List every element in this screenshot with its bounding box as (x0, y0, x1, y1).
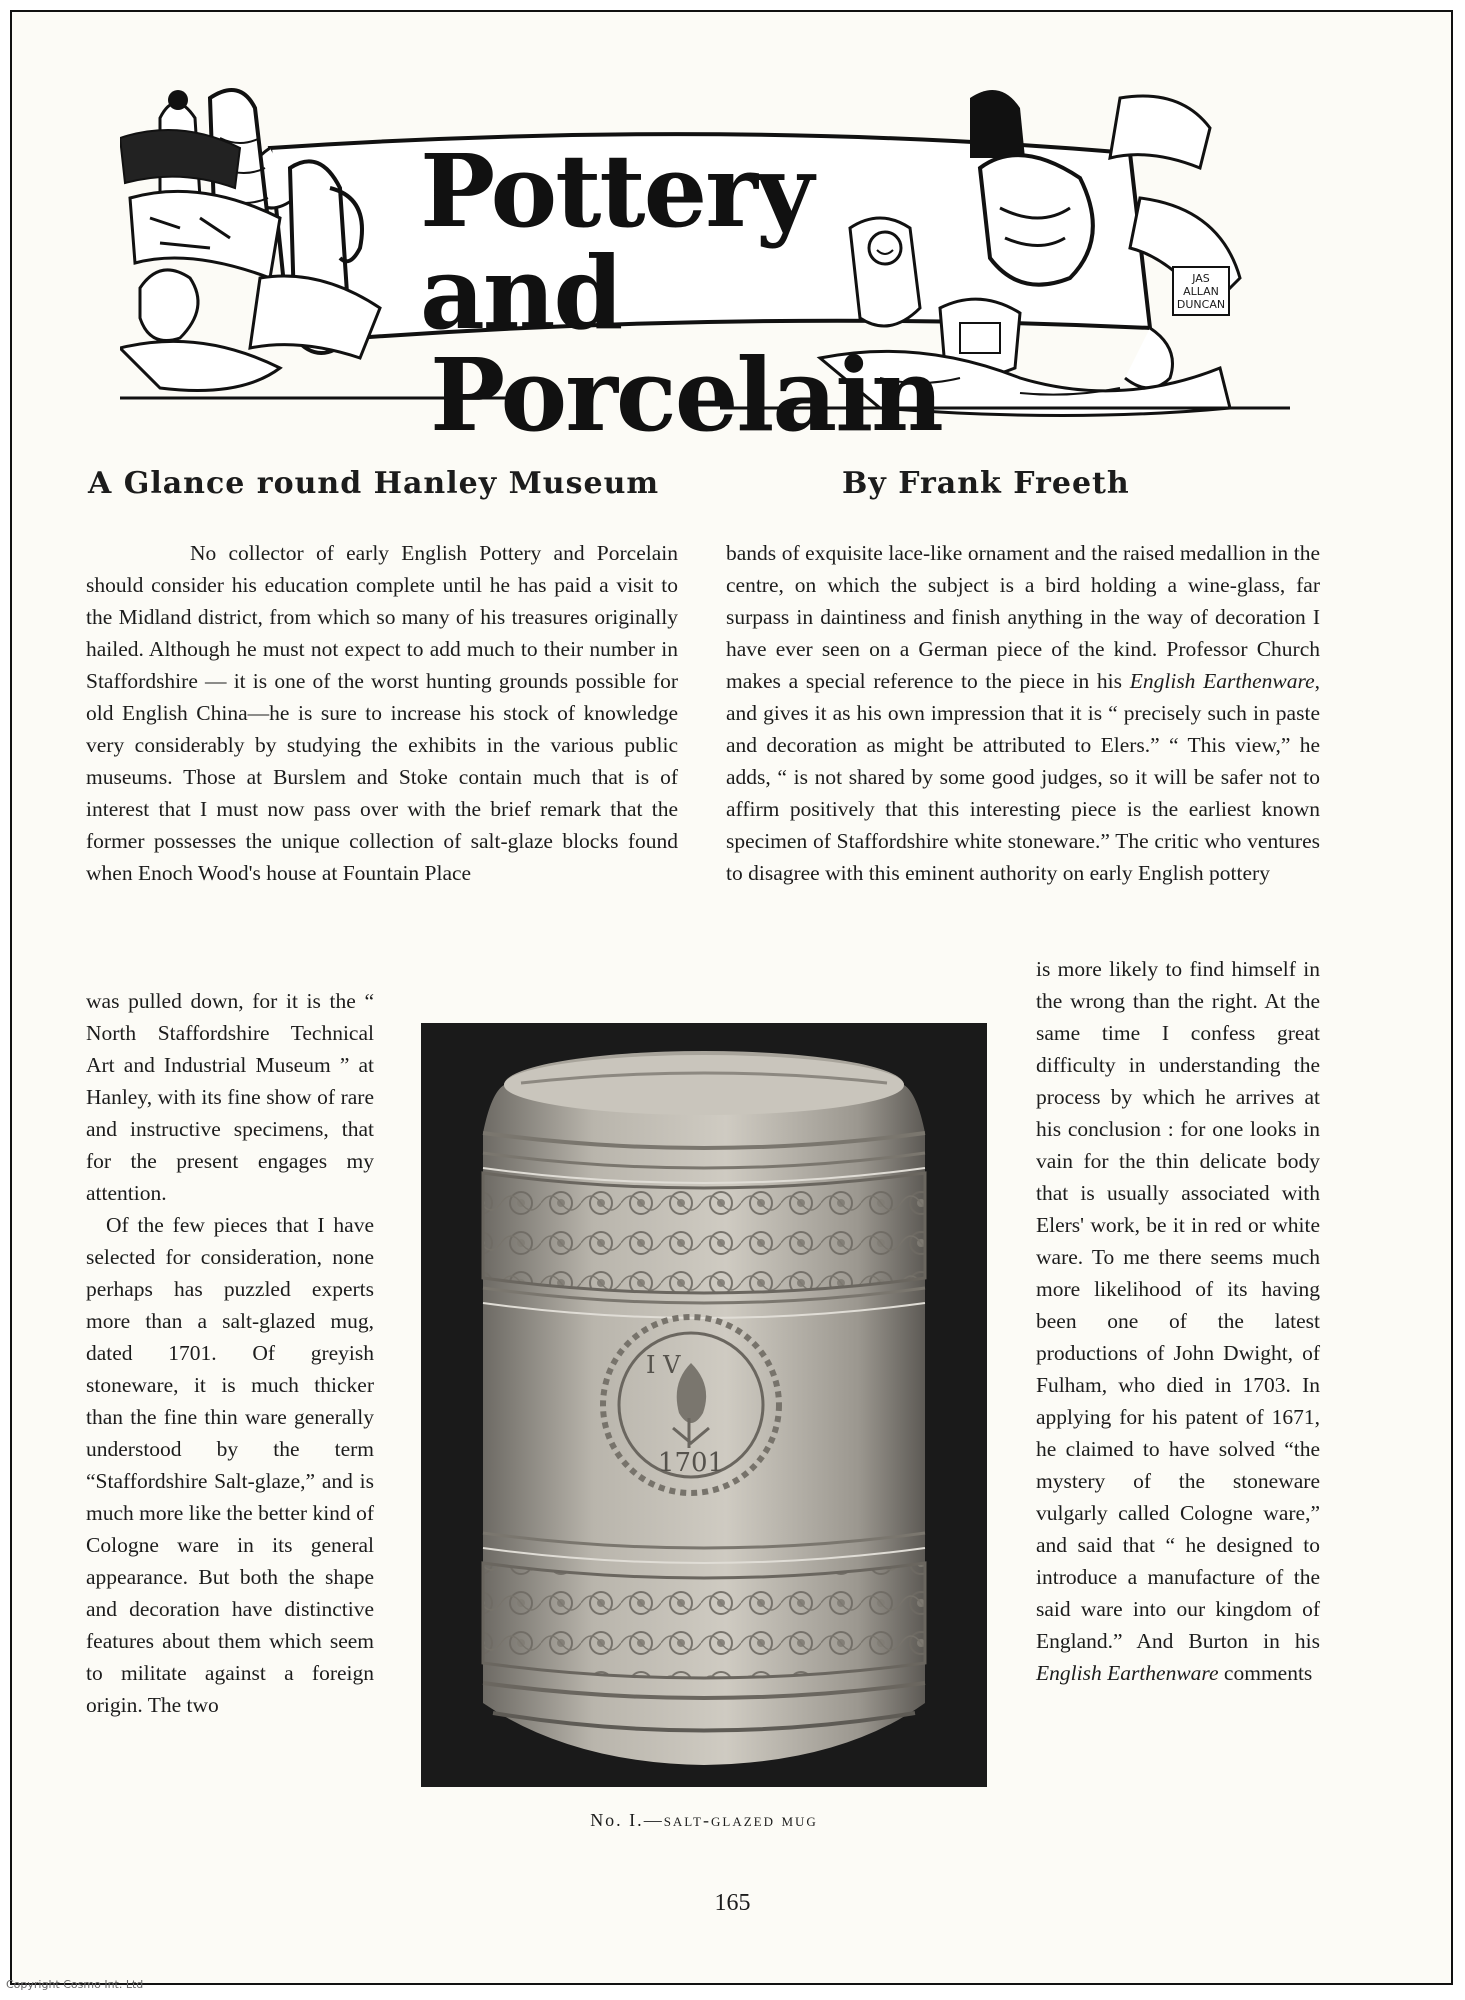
caption-number: No. I. (590, 1810, 644, 1830)
paragraph-mug: Of the few pieces that I have selected for consideration, none perhaps has puzzled experts more than a salt-glazed mug, dated 1701. Of greyish stoneware, it is much thicker than the fine thin ware generally understood by the term “Staffordshire Salt-glaze,” and is much more like the better kind of Cologne ware in its general appearance. But both the shape and decoration have distinctive features about them which seem to militate against a foreign origin. The two (86, 1213, 374, 1717)
book-title-burton: English Earthenware (1036, 1661, 1219, 1685)
right-column-narrow (1036, 953, 1320, 1689)
banner-title-line1: Pottery and (420, 132, 813, 352)
book-title-church: English Earthenware (1129, 669, 1315, 693)
article-title: A Glance round Hanley Museum (88, 466, 660, 501)
potter-mark-line2: ALLAN (1183, 285, 1219, 298)
medallion-initials: I V (646, 1351, 681, 1379)
left-column-top (86, 537, 678, 889)
mug-photograph (421, 1023, 987, 1787)
text-ornament-a: bands of exquisite lace-like ornament and the raised medallion in the centre, on which the subject is a bird holding a wine-glass, far surpass in daintiness and finish anything in the way of decoration I have ever seen on a German piece of the kind. Professor Church makes a special reference to the piece in his (726, 541, 1320, 693)
mug-illustration (421, 1023, 987, 1787)
left-column-narrow (86, 985, 374, 1721)
copyright-notice: Copyright Cosmo Int. Ltd (6, 1978, 144, 1991)
paragraph-museum: was pulled down, for it is the “ North Staffordshire Technical Art and Industrial Museum ” at Hanley, with its fine show of rare and instructive specimens, that for the present engages my attention. (86, 989, 374, 1205)
text-dwight-b: comments (1218, 1661, 1313, 1685)
medallion-date: 1701 (657, 1448, 725, 1478)
text-ornament-b: , and gives it as his own impression that it is “ precisely such in paste and decoration as might be attributed to Elers.” “ This view,” he adds, “ is not shared by some good judges, so it will be safer not to affirm positively that this interesting piece is the earliest known specimen of Staffordshire white stoneware.” The critic who ventures to disagree with this eminent authority on early English pottery (726, 669, 1320, 885)
banner-title-line2: Porcelain (430, 336, 942, 454)
caption-text: —salt-glazed mug (643, 1810, 818, 1830)
page-number: 165 (714, 1890, 751, 1916)
potter-mark-line3: DUNCAN (1176, 298, 1226, 311)
potter-mark-line1: JAS (1192, 272, 1210, 285)
right-column-top (726, 537, 1320, 889)
paragraph-intro: No collector of early English Pottery and Porcelain should consider his education complete until he has paid a visit to the Midland district, from which so many of his treasures originally hailed. Although he must not expect to add much to their number in Staffordshire — it is one of the worst hunting grounds possible for old English China—he is sure to increase his stock of knowledge very considerably by studying the exhibits in the various public museums. Those at Burslem and Stoke contain much that is of interest that I must now pass over with the brief remark that the former possesses the unique collection of salt-glaze blocks found when Enoch Wood's house at Fountain Place (86, 541, 678, 885)
banner-title (420, 132, 980, 454)
paragraph-dwight (1036, 953, 1320, 1689)
potter-mark (1172, 266, 1230, 316)
article-byline: By Frank Freeth (842, 466, 1130, 501)
paragraph-ornament (726, 537, 1320, 889)
figure-caption (421, 1810, 987, 1831)
title-banner (120, 78, 1290, 454)
text-dwight-a: is more likely to find himself in the wrong than the right. At the same time I confess great difficulty in understanding the process by which he arrives at his conclusion : for one looks in vain for the thin delicate body that is usually associated with Elers' work, be it in red or white ware. To me there seems much more likelihood of its having been one of the latest productions of John Dwight, of Fulham, who died in 1703. In applying for his patent of 1671, he claimed to have solved “the mystery of the stoneware vulgarly called Cologne ware,” and said that “ he designed to introduce a manufacture of the said ware into our kingdom of England.” And Burton in his (1036, 957, 1320, 1653)
